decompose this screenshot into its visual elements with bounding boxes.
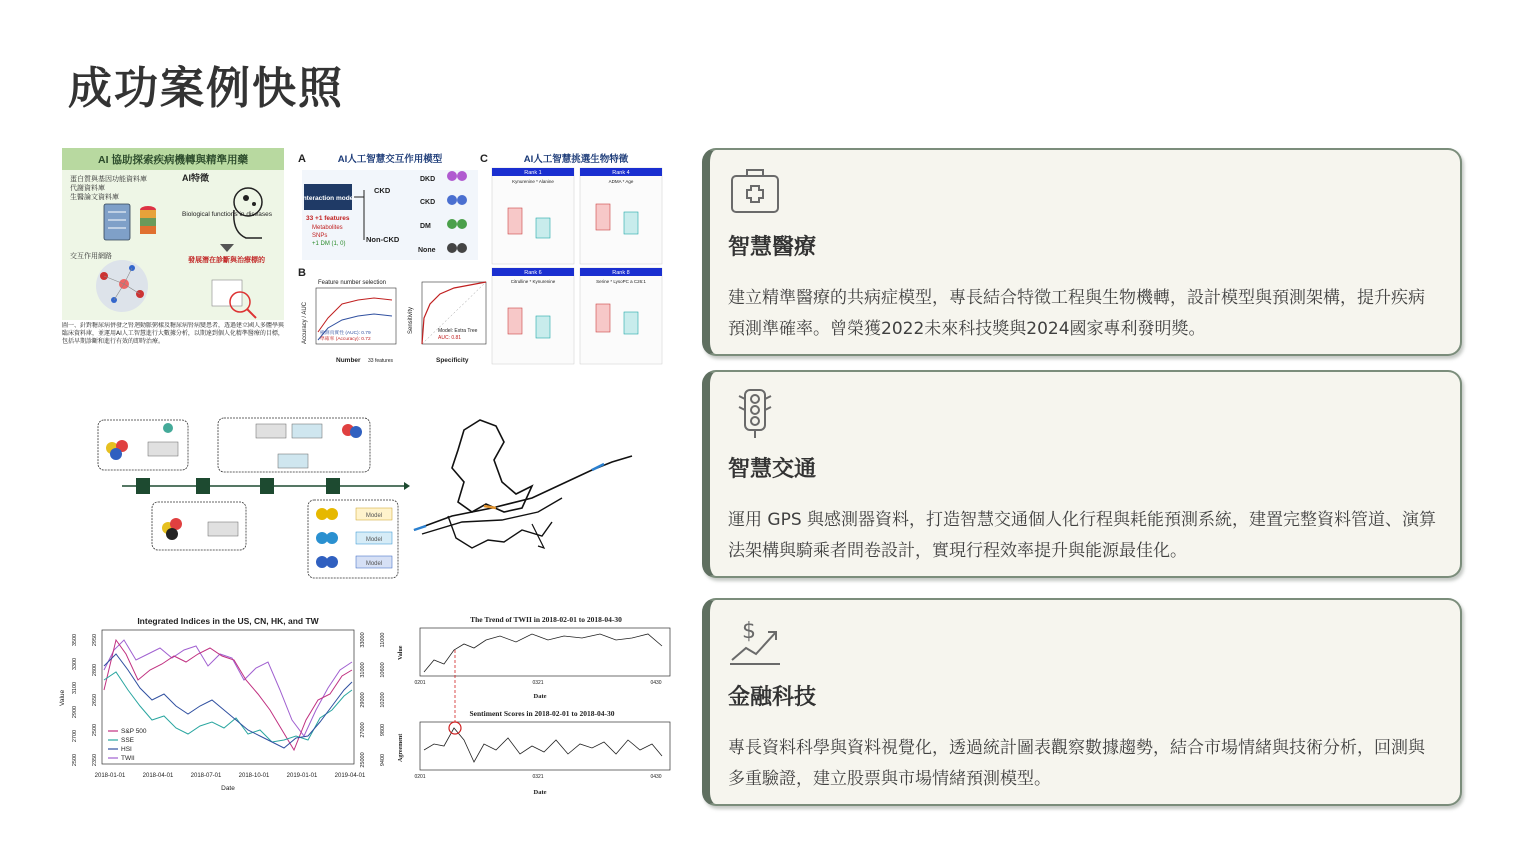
panelA-feature-2: SNPs xyxy=(312,233,328,239)
card-smart-healthcare xyxy=(702,148,1462,356)
card-title: 智慧醫療 xyxy=(728,235,817,260)
finance-right-bottom-ylabel: Agreement xyxy=(398,733,404,762)
ytick: 11000 xyxy=(380,632,386,648)
page-title: 成功案例快照 xyxy=(68,63,344,114)
xtick: 2018-04-01 xyxy=(142,773,174,779)
ytick: 9400 xyxy=(380,753,386,767)
model-label-3: Model xyxy=(365,561,383,567)
ytick: 3100 xyxy=(72,681,78,695)
medical-kit-icon xyxy=(728,164,782,218)
legend-twii: TWII xyxy=(121,755,135,762)
finance-right-top-title: The Trend of TWII in 2018-02-01 to 2018-04-30 xyxy=(470,615,622,624)
left-yticks-b xyxy=(72,634,78,766)
panelA-feature-3: +1 DM (1, 0) xyxy=(312,241,346,247)
legend-hsi: HSI xyxy=(121,746,132,753)
panelB-title: Feature number selection xyxy=(317,280,387,286)
panelC-rank-1: Rank 1 xyxy=(524,170,542,176)
panelB-roc-model: Model: Extra Tree xyxy=(438,328,478,334)
ytick: 2500 xyxy=(72,753,78,767)
finance-right-bottom-title: Sentiment Scores in 2018-02-01 to 2018-04-30 xyxy=(469,709,615,718)
server-icon xyxy=(104,204,130,240)
traffic-figure xyxy=(92,412,640,582)
panelA-node-ckd: CKD xyxy=(374,186,391,195)
panel1-ai-label: AI特徵 xyxy=(182,173,210,183)
xtick: 0430 xyxy=(650,774,662,780)
panelB-legend-1: 檢測真實性 (AUC): 0.79 xyxy=(320,331,371,336)
panelC-sub-6: Citrulline * Kynurenine xyxy=(510,279,556,284)
xtick: 2019-04-01 xyxy=(334,773,366,779)
gps-route-map xyxy=(414,420,632,548)
panelC-rank-6: Rank 6 xyxy=(524,270,542,276)
traffic-light-icon xyxy=(728,386,782,440)
panelA-node-nonckd: Non-CKD xyxy=(366,235,400,244)
card-title: 智慧交通 xyxy=(728,457,817,482)
panelB-ylabel: Accuracy / AUC xyxy=(302,301,308,344)
panelC-title: AI人工智慧挑選生物特徵 xyxy=(523,154,629,165)
panelB-xlabel: Number xyxy=(336,357,361,364)
xtick: 2018-01-01 xyxy=(94,773,126,779)
boxplot-grid xyxy=(492,168,662,364)
panelA-title: AI人工智慧交互作用模型 xyxy=(337,154,443,165)
ytick: 10200 xyxy=(380,692,386,708)
legend-sse: SSE xyxy=(121,737,135,744)
xtick: 0321 xyxy=(532,774,544,780)
ytick: 2950 xyxy=(92,633,98,647)
panelC-sub-1: Kynurenine * Alanine xyxy=(512,179,554,184)
finance-left-ylabel: Value xyxy=(59,689,66,706)
medical-figure xyxy=(62,148,666,366)
card-title: 金融科技 xyxy=(728,685,817,710)
ytick: 2650 xyxy=(92,693,98,707)
xtick: 0430 xyxy=(650,680,662,686)
left-yticks-d xyxy=(380,633,386,767)
card-description: 運用 GPS 與感測器資料，打造智慧交通個人化行程與耗能預測系統，建置完整資料管道、演算法架構與騎乘者問卷設計，實現行程效率提升與能源最佳化。 xyxy=(728,510,1437,561)
database-stack-icon xyxy=(140,206,156,234)
ytick: 2500 xyxy=(92,723,98,737)
ytick: 27000 xyxy=(360,722,366,738)
finance-left-title: Integrated Indices in the US, CN, HK, and TW xyxy=(137,616,319,626)
panel1-source-3: 生醫論文資料庫 xyxy=(70,194,119,201)
ytick: 33000 xyxy=(360,632,366,648)
panelB-roc-y: Sensitivity xyxy=(408,306,414,334)
left-yticks-c xyxy=(360,632,366,767)
pipeline-diagram xyxy=(98,418,410,578)
ytick: 31000 xyxy=(360,662,366,678)
panelB-letter: B xyxy=(298,267,306,279)
panelA-node-dkd: DKD xyxy=(420,176,436,183)
xtick: 0321 xyxy=(532,680,544,686)
xtick: 2018-10-01 xyxy=(238,773,270,779)
panelA-model: Interaction model xyxy=(300,195,356,202)
ytick: 9800 xyxy=(380,723,386,737)
finance-right-bottom-xlabel: Date xyxy=(533,789,547,796)
ytick: 29000 xyxy=(360,692,366,708)
panel1-caption: 圖一、針對糖尿病併發之腎迴動脈粥樣及糖尿病腎病變患者，透過建立國人多體學與臨床資料庫，並運用AI人工智慧進行大數據分析，以期達到個人化精準醫療的目標，包括早期診斷和進行有效的即時治療。 xyxy=(62,322,284,345)
dollar-growth-icon xyxy=(728,614,782,668)
xtick: 0201 xyxy=(414,680,426,686)
xtick: 0201 xyxy=(414,774,426,780)
panel1-source-1: 蛋白質與基因功能資料庫 xyxy=(70,176,147,183)
panelA-features: 33 +1 features xyxy=(306,215,350,222)
finance-left-xlabel: Date xyxy=(221,785,235,792)
finance-right-top-xlabel: Date xyxy=(533,693,547,700)
panelA-node-ckd2: CKD xyxy=(420,199,436,206)
panelB-xnote: 33 features xyxy=(368,358,394,364)
ytick: 2350 xyxy=(92,753,98,767)
ytick: 2800 xyxy=(92,663,98,677)
ytick: 2700 xyxy=(72,729,78,743)
panel1-source-2: 代謝資料庫 xyxy=(70,185,105,192)
panelB-roc-x: Specificity xyxy=(436,357,469,364)
ytick: 25000 xyxy=(360,752,366,768)
ytick: 3500 xyxy=(72,633,78,647)
card-smart-traffic xyxy=(702,370,1462,578)
left-xticks xyxy=(95,773,366,779)
left-yticks-a xyxy=(92,634,98,766)
panelC-letter: C xyxy=(480,153,488,165)
panel1-bio-label: Biological functions in diseases xyxy=(182,211,272,218)
panelA-node-dm: DM xyxy=(420,223,431,230)
panelC-sub-4: ADMA * Age xyxy=(608,179,634,184)
xtick: 2019-01-01 xyxy=(286,773,318,779)
panel1-title: AI 協助探索疾病機轉與精準用藥 xyxy=(98,154,248,166)
panelC-sub-8: Serine * LysoPC a C26:1 xyxy=(596,279,646,284)
ytick: 3300 xyxy=(72,657,78,671)
network-graph-icon xyxy=(96,260,148,312)
model-label-2: Model xyxy=(365,537,383,543)
panelC-rank-4: Rank 4 xyxy=(612,170,630,176)
card-description: 專長資料科學與資料視覺化，透過統計圖表觀察數據趨勢，結合市場情緒與技術分析，回測與多重驗證，建立股票與市場情緒預測模型。 xyxy=(728,738,1425,789)
panelB-legend-2: 準確率 (Accuracy): 0.72 xyxy=(320,337,371,342)
legend-sp500: S&P 500 xyxy=(121,728,147,735)
panelA-letter: A xyxy=(298,153,306,165)
panel1-target-label: 發展潛在診斷與治療標的 xyxy=(188,257,265,264)
model-label-1: Model xyxy=(365,513,383,519)
xtick: 2018-07-01 xyxy=(190,773,222,779)
card-fintech xyxy=(702,598,1462,806)
card-description: 建立精準醫療的共病症模型，專長結合特徵工程與生物機轉，設計模型與預測架構，提升疾病預測準確率。曾榮獲2022未來科技獎與2024國家專利發明獎。 xyxy=(728,288,1425,339)
panelA-node-none: None xyxy=(418,247,436,254)
panelA-feature-1: Metabolites xyxy=(312,225,343,231)
panelC-rank-8: Rank 8 xyxy=(612,270,630,276)
svg-text:$: $ xyxy=(742,619,756,644)
panel1-network-label: 交互作用網路 xyxy=(70,253,112,260)
ytick: 10600 xyxy=(380,662,386,678)
panelB-roc-auc: AUC: 0.81 xyxy=(438,335,462,341)
finance-right-top-ylabel: Value xyxy=(398,645,404,660)
finance-figure xyxy=(56,610,676,798)
ytick: 2900 xyxy=(72,705,78,719)
